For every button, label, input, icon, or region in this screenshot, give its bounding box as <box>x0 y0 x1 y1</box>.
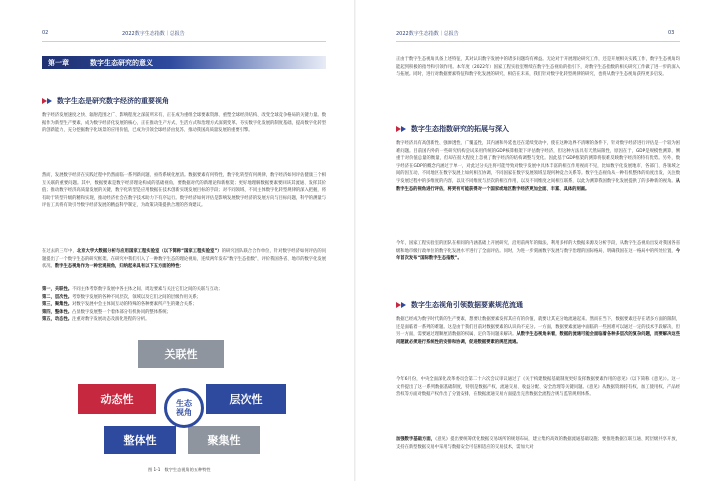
chapter-label: 第一章 <box>48 59 69 67</box>
right-running-title: 2022数字生态指数｜总报告 <box>396 31 459 37</box>
list-item: 第五，动态性。注重对数字发展动态及演化进程的分析。 <box>42 317 150 323</box>
list-item: 第二，层次性。考察数字发展的各种不同层次，领域以及它们之间的层级作用关系； <box>42 294 201 300</box>
chapter-banner <box>42 56 326 69</box>
node-bottom-right: 聚集性 <box>188 426 260 454</box>
section-heading-2: 数字生态指数研究的拓展与深入 <box>396 124 509 134</box>
section-marker-icon <box>396 126 407 132</box>
right-page-number: 03 <box>668 30 675 36</box>
chapter-title: 数字生态研究的意义 <box>90 59 153 67</box>
figure-caption: 图 1-1 数字生态视角的五种特性 <box>148 467 211 472</box>
left-page-number: 02 <box>42 30 49 36</box>
feature-list <box>42 286 326 324</box>
list-item: 第四，整体性。凸显数字发展整一个着体部分有机协同的整体系统； <box>42 309 171 315</box>
left-running-title: 2022数字生态指数｜总报告 <box>122 31 185 37</box>
node-right: 层次性 <box>206 384 286 414</box>
section-heading-1: 数字生态是研究数字经济的重要视角 <box>42 96 169 106</box>
node-bottom-left: 整体性 <box>104 426 176 454</box>
node-top: 关联性 <box>138 340 224 368</box>
five-features-figure <box>78 340 288 464</box>
node-left: 动态性 <box>78 384 156 414</box>
left-header-rule <box>42 41 326 42</box>
paragraph: 然而，发展数字经济在实践过程中仍然面临一系列新问题、亟待系统化厘清。数据要素有何特性，数字化转型有何规律，数字经济如何评估健康三个相互关联的重要问题。其中，数据要素是数字经济理论构成的基础视角，要数据对代的新理论和新框架；更好地理解数据要素要回该其流通、发挥其价值；推动数字经济高质量发展的关键，数字化转型是应用数据在技术创新实现发展目标的手段；对不同领域、不同主体数字化转型规律的深入把握，将有助于转型升级的精和实现，推动经济社会在数字技术助力下有序运行。数字经济如何评估是影响发展数字经济的发展方向与目标问题，科学的测量与评估工具将有效引导数字经济发展的精益科学制定，为政策决策提供合理的咨询建议。 <box>42 173 326 209</box>
list-item: 第三，聚集性。对数字发展中会主体间互动的特殊的各种要素所产生的聚合关系； <box>42 302 197 308</box>
paragraph: 数字经济发展速度之快、辐射范围之广、影响程度之深前所未有，正在成为重组全球要素资源、重塑全球经济结构、改变全球竞争格局的关键力量。数据作为新型生产要素，成为数字经济化发展的核心，正在推动生产方式、生活方式和治理方式深刻变革。夯实数字化发展的制度基础，提高数字化转型的创新能力，充分挖掘数字化场景的应用价值，已成为引领全球经济由复苏、推动我国高质量发展的重要引擎。 <box>42 113 326 134</box>
section-heading-3: 数字生态视角引领数据要素规范流通 <box>396 300 523 310</box>
paragraph: 正由于数字生态视角具备上述特征，其对认识数字发展中的诸多问题均有裨益。无论对于开展理论研究工作，还是开展相关实践工作，数字生态视角均能起到积极的指导和引领作用。本年度（2022年）国家工程实验室继续在数字生态视角的指引下，对数字生态指数的相关研究工作做了进一步的深入与拓展。同时，进行对数据要素特征和数字化发展的研究，相信在未来，我们针对数字化转型规律的研究，也将从数字生态视角获得更多启发。 <box>396 57 680 78</box>
paragraph: 数据已经成为数字时代新的生产要素，想要让数据要素发挥其应有的价值，就要让其充分地流通起来。然而在当下，数据要素还存在诸多方面的限制，还是面临着一系列的难题。这是由于我们目前对数据要素的认识尚不充分。一方面，数据要素流通中面临的一些困难可以通过一定的技术手段解决，但另一方面，需要通过理顺厘清数据的权属、定价等问题来解决。从数字生态视角来看，数据的流通可能会面临着各种多层次的复杂问题，而要解决这些问题就必须进行系统性的安排和协调，促进数据要素的规范流通。 <box>396 317 681 345</box>
right-header-rule <box>396 41 680 42</box>
paragraph: 在过去的三年中，北京大学大数据分析与应用国家工程实验室（以下简称“国家工程实验室”）的研究团队联合合作单位，针对数字经济如何评估的问题提出了一个数字生态的研究框架。在研究中我们引入了一种数字生态的理论视角，连续两年发布“数字生态指数”，评价我国各省、地市的数字化发展状况。数字生态视角作为一种宏观视角，归纳起来具有以下五方面的特性： <box>42 249 327 270</box>
paragraph: 加强数字基础方面，《意见》提出要统筹优化数据交易场所的规划布局，建立集约高效的数据流通基础设施；要推进数据互联互通、跨层级共享开放，支持在新型数据交易中采用与数据安全可信相适应的交易技术，需加大对 <box>396 437 680 450</box>
left-page <box>0 0 354 481</box>
section-marker-icon <box>42 98 53 104</box>
paragraph: 数字经济具有高创新性、强渗透性、广覆盖性，其内涵和外延也还在延续变动中，使在这种边界不清晰的条件下，针对数字经济进行评估是一个较为困难问题。目前国内外的一些研究机构尝试采用传统的GDP核算框架下评估数字经济，但这种方法具有天然局限性，原因在于，GDP是规模性测算，侧重于对价值总量的衡量，但却在很大程度上忽视了数字经济的结构调整与变化。因此基于GDP框架的测算将很难反映数字经济的特有优势。另外，数字经济在GDP的概念内涵过于单一，对此过分关注将可能导致对数字发展中具体丰富的相互作用视而不见，比如数字化发展地市、各部门、各领域之间的因互动，不同地区在数字发展上如何相互协调，不同国家在数字发展领域呈现何种竞合关系等。数字生态视角从一种有机整体的角度出发，关注数字发展过程中的多维度的内容，以及不同维度与层次的相互作用，以及不同维度之间相互联系，以此为测算我国数字化发展提供了的多种新的视角。从数字生态的视角进行评估，将更有可能获得对一个国家或地区数字经济更加全面、丰富、具体的刻画。 <box>396 141 680 192</box>
center-circle: 生态 视角 <box>164 388 204 428</box>
right-page <box>356 0 710 481</box>
paragraph: 今年，国家工程实验室的团队在相同的内涵基础上开展研究，沿用前两年的做法，利用多样的大数据来源及分析手段，从数字生态视角出发对我国各省级和地市级行政单位的数字化发展水平进行了全面评估。同时，为进一步刻画数字发展与数字治理的国际格局，明确我国在这一格局中的所处位置，今年首次发布“国际数字生态指数”。 <box>396 241 680 262</box>
section-marker-icon <box>396 302 407 308</box>
paragraph: 今年6月份，中央全面深化改革委员会第二十六次会议审议通过了《关于构建数据基础制度更好发挥数据要素作用的意见》（以下简称《意见》）。这一文件提出了这一系列数据基础制度，特别是数据产权、流通交易、收益分配、安全治理等关键问题。《意见》从数据资源持有权、加工使用权、产品经营权等方面对数据产权作出了分置安排，在数据流通交易方面提出完善数据全流程合规与监管规则体系。 <box>396 377 680 398</box>
list-item: 第一，关联性。不同主体考察数字发展中各主体之间、周边要素与关注它们之间的关联与互动； <box>42 287 223 292</box>
